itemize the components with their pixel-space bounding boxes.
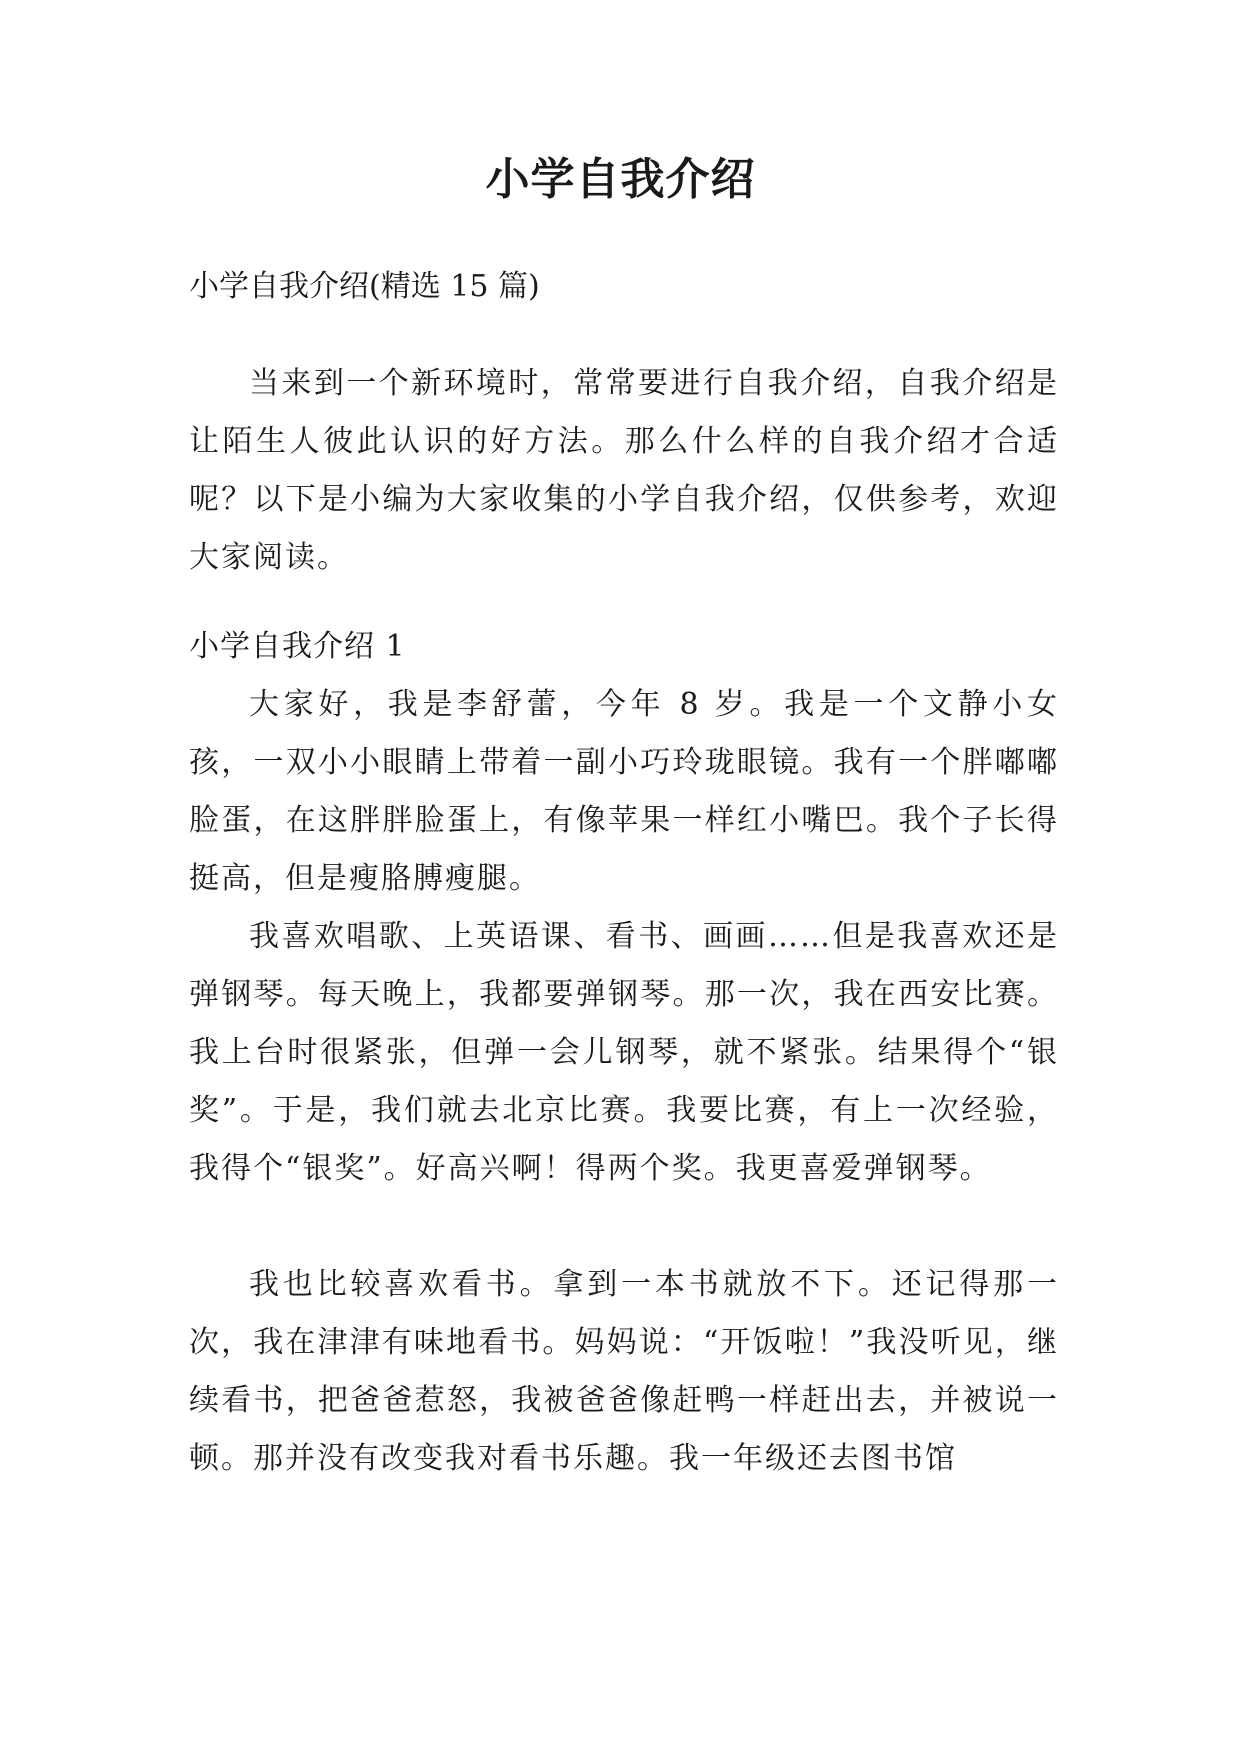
- intro-paragraph: 当来到一个新环境时，常常要进行自我介绍，自我介绍是让陌生人彼此认识的好方法。那么什么样的自我介绍才合适呢？以下是小编为大家收集的小学自我介绍，仅供参考，欢迎大家阅读。: [189, 366, 1059, 575]
- body-paragraph-3: 我也比较喜欢看书。拿到一本书就放不下。还记得那一次，我在津津有味地看书。妈妈说：“开饭啦！”我没听见，继续看书，把爸爸惹怒，我被爸爸像赶鸭一样赶出去，并被说一顿。那并没有改变我对看书乐趣。我一年级还去图书馆: [189, 1267, 1059, 1476]
- body-paragraph-1: 大家好，我是李舒蕾，今年 8 岁。我是一个文静小女孩，一双小小眼睛上带着一副小巧玲珑眼镜。我有一个胖嘟嘟脸蛋，在这胖胖脸蛋上，有像苹果一样红小嘴巴。我个子长得挺高，但是瘦胳膊瘦腿。: [189, 687, 1059, 896]
- document-title: 小学自我介绍: [485, 154, 756, 205]
- section-heading: 小学自我介绍 1: [189, 629, 406, 664]
- document-subtitle: 小学自我介绍(精选 15 篇): [189, 269, 540, 304]
- body-paragraph-2: 我喜欢唱歌、上英语课、看书、画画……但是我喜欢还是弹钢琴。每天晚上，我都要弹钢琴。那一次，我在西安比赛。我上台时很紧张，但弹一会儿钢琴，就不紧张。结果得个“银奖”。于是，我们就去北京比赛。我要比赛，有上一次经验，我得个“银奖”。好高兴啊！得两个奖。我更喜爱弹钢琴。: [189, 919, 1059, 1186]
